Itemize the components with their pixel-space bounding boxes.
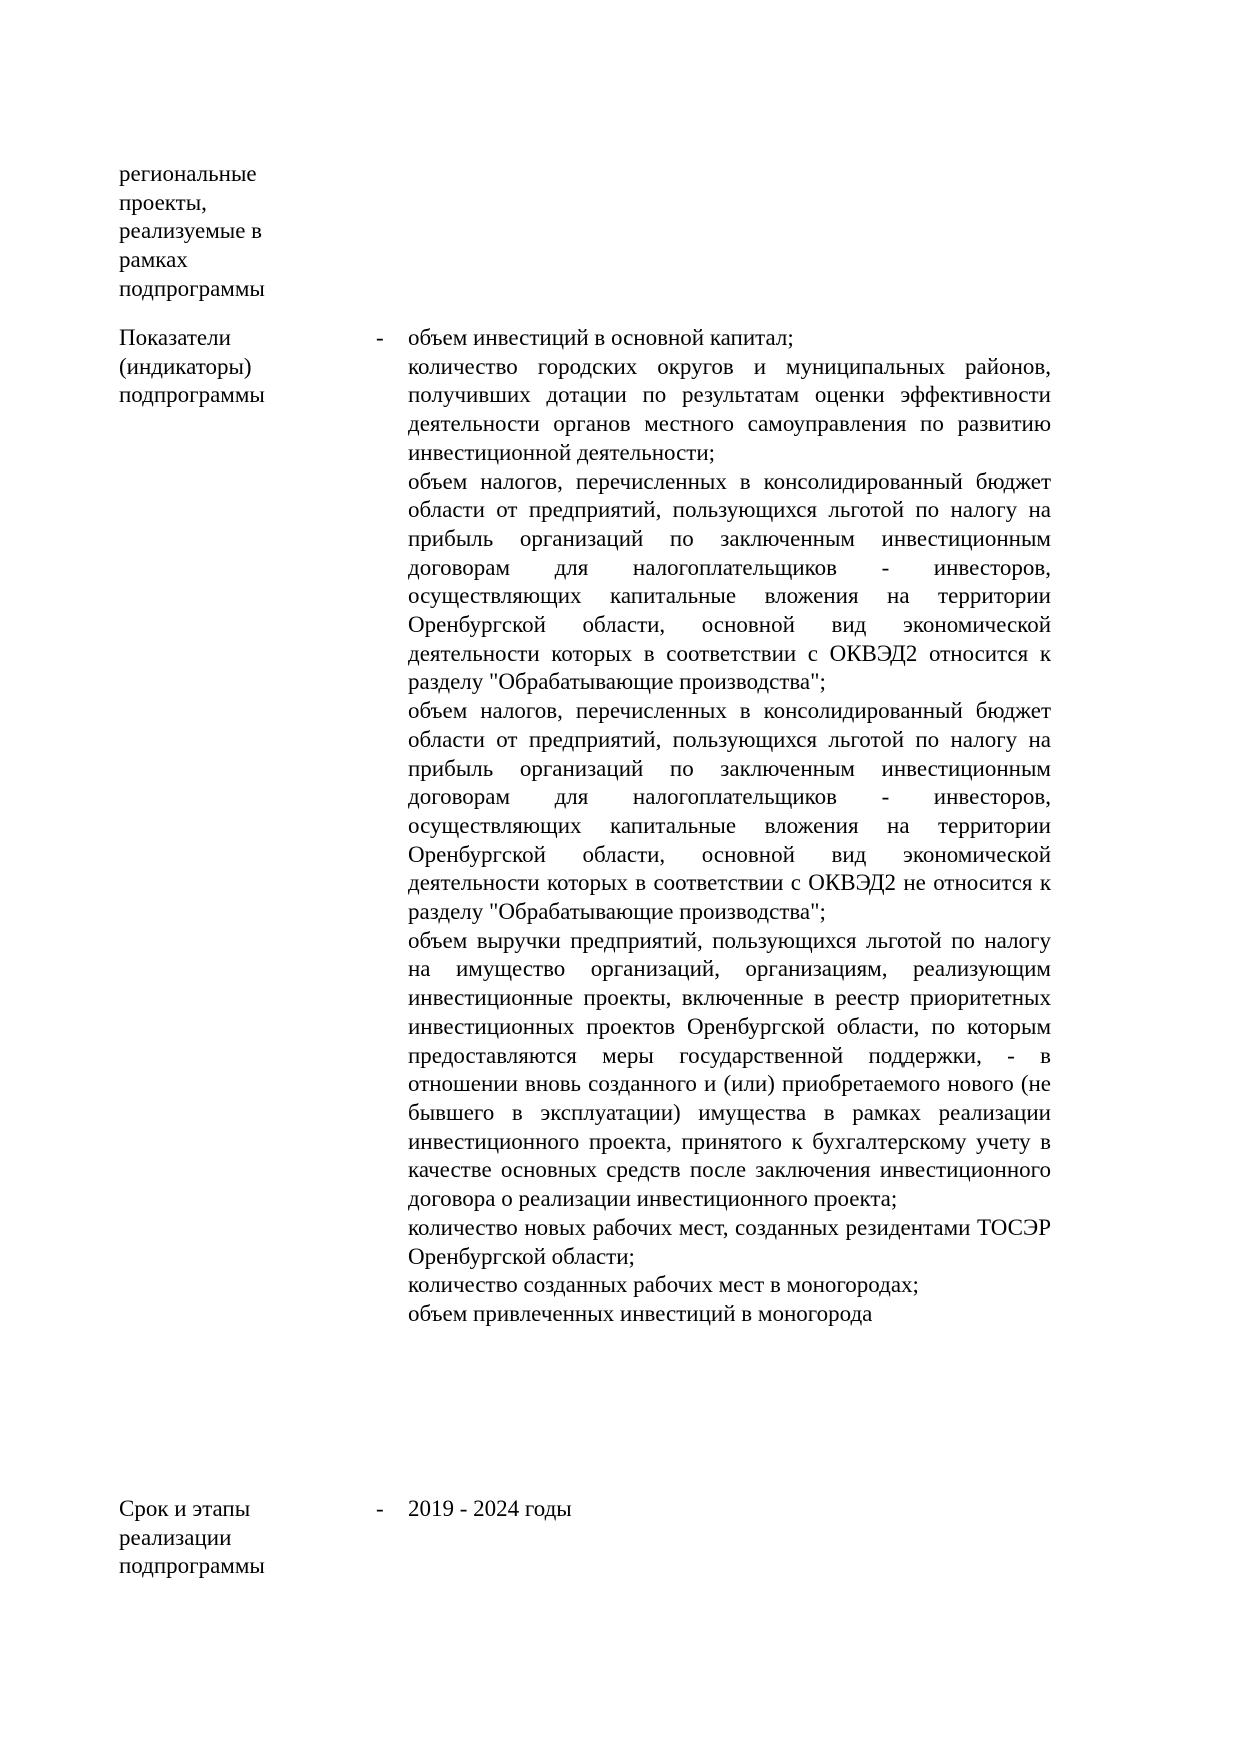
indicator-item: количество созданных рабочих мест в моногородах; [408, 1272, 919, 1298]
indicator-item: объем налогов, перечисленных в консолидированный бюджет области от предприятий, пользующихся льготой по налогу на прибыль организаций по заключенным инвестиционным договорам для налогоплательщиков - инвесторов, осуществляющих капитальные вложения на территории Оренбургской области, основной вид экономической деятельности которых в соответствии с ОКВЭД2 относится к разделу "Обрабатывающие производства"; [408, 468, 1051, 695]
indicator-item: объем выручки предприятий, пользующихся льготой по налогу на имущество организаций, организациям, реализующим инвестиционные проекты, включенные в реестр приоритетных инвестиционных проектов Оренбургской области, по которым предоставляются меры государственной поддержки, - в отношении вновь созданного и (или) приобретаемого нового (не бывшего в эксплуатации) имущества в рамках реализации инвестиционного проекта, принятого к бухгалтерскому учету в качестве основных средств после заключения инвестиционного договора о реализации инвестиционного проекта; [408, 927, 1051, 1212]
section-label: Показатели (индикаторы) подпрограммы [119, 325, 265, 408]
terms-item: 2019 - 2024 годы [408, 1496, 572, 1521]
indicators-list [408, 324, 1051, 1329]
dash-separator: - [376, 325, 384, 350]
dash-separator: - [376, 1496, 384, 1521]
indicator-item: объем налогов, перечисленных в консолидированный бюджет области от предприятий, пользующихся льготой по налогу на прибыль организаций по заключенным инвестиционным договорам для налогоплательщиков - инвесторов, осуществляющих капитальные вложения на территории Оренбургской области, основной вид экономической деятельности которых в соответствии с ОКВЭД2 не относится к разделу "Обрабатывающие производства"; [408, 698, 1051, 925]
section-label: Срок и этапы реализации подпрограммы [119, 1496, 265, 1579]
indicator-item: объем привлеченных инвестиций в моногорода [408, 1300, 873, 1326]
indicator-item: количество городских округов и муниципальных районов, получивших дотации по результатам оценки эффективности деятельности органов местного самоуправления по развитию инвестиционной деятельности; [408, 353, 1051, 465]
section-label: региональные проекты, реализуемые в рамках подпрограммы [119, 161, 265, 301]
terms-list [408, 1495, 1051, 1524]
indicator-item: объем инвестиций в основной капитал; [408, 325, 794, 350]
indicator-item: количество новых рабочих мест, созданных резидентами ТОСЭР Оренбургской области; [408, 1214, 1051, 1269]
